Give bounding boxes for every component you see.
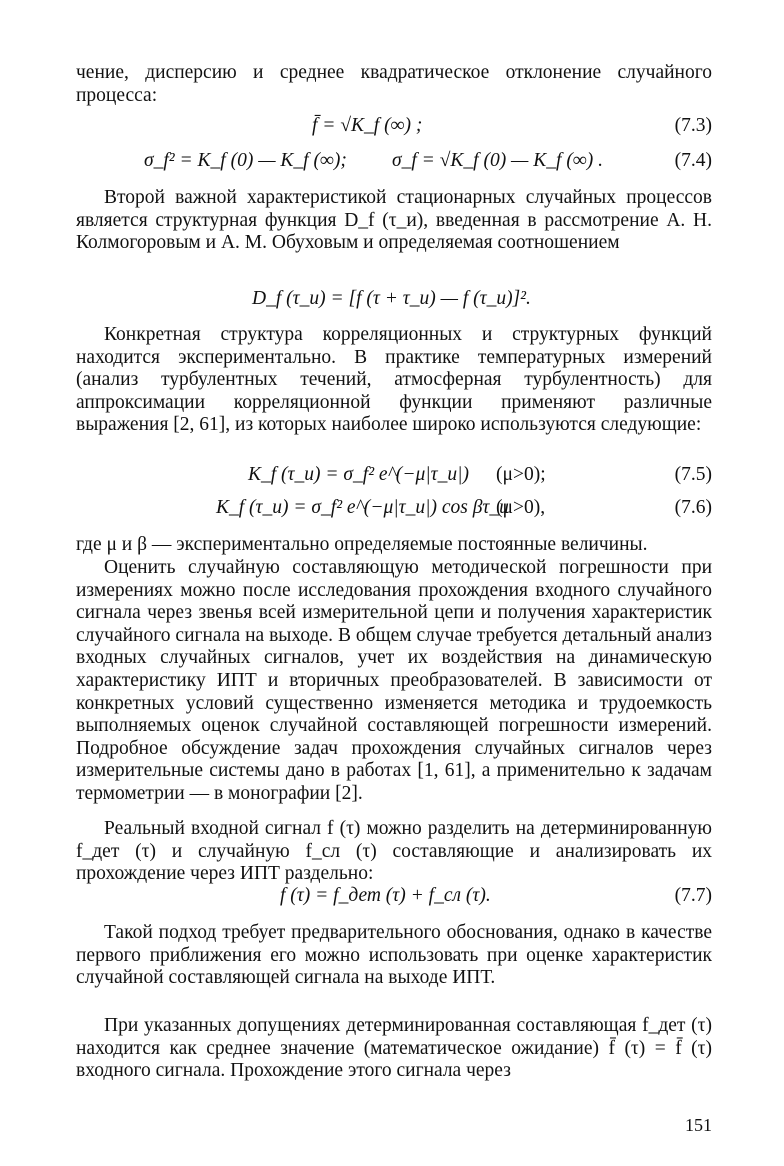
equation-7-6 xyxy=(76,494,712,522)
page-number: 151 xyxy=(685,1115,712,1135)
paragraph-5: Оценить случайную составляющую методической погрешности при измерениях можно после исследования прохождения входного случайного сигнала через звенья всей измерительной цепи и получения характеристик случайного сигнала на выходе. В общем случае требуется детальный анализ входных случайных сигналов, учет их воздействия на динамическую характеристику ИПТ и вторичных преобразователей. В зависимости от конкретных условий существенно изменяется методика и трудоемкость выполняемых оценок случайной составляющей погрешности измерений. Подробное обсуждение задач прохождения случайных сигналов через измерительные системы дано в работах [1, 61], а применительно к задачам термометрии — в монографии [2]. xyxy=(76,557,712,804)
equation-7-3-formula: f̄ = √K_f (∞) ; xyxy=(312,115,423,136)
equation-7-6-formula: K_f (τ_и) = σ_f² e^(−μ|τ_и|) cos βτ_и xyxy=(216,497,509,518)
equation-7-5-condition: (μ>0); xyxy=(496,464,546,485)
paragraph-1: чение, дисперсию и среднее квадратическое отклонение случайного процесса: xyxy=(76,62,712,106)
equation-7-3-number: (7.3) xyxy=(674,115,712,136)
paragraph-7: Такой подход требует предварительного обоснования, однако в качестве первого приближения его можно использовать при оценке характеристик случайной составляющей сигнала на выходе ИПТ. xyxy=(76,922,712,989)
paragraph-8: При указанных допущениях детерминированная составляющая f_дет (τ) находится как среднее значение (математическое ожидание) f̄ (τ) = f̄ (τ) входного сигнала. Прохождение этого сигнала через xyxy=(76,1015,712,1082)
equation-7-4-number: (7.4) xyxy=(674,150,712,171)
paragraph-2: Второй важной характеристикой стационарных случайных процессов является структурная функция D_f (τ_и), введенная в рассмотрение А. Н. Колмогоровым и А. М. Обуховым и определяемая соотношением xyxy=(76,187,712,254)
paragraph-4: где μ и β — экспериментально определяемые постоянные величины. xyxy=(76,534,648,555)
paragraph-6: Реальный входной сигнал f (τ) можно разделить на детерминированную f_дет (τ) и случайную f_сл (τ) составляющие и анализировать их прохождение через ИПТ раздельно: xyxy=(76,818,712,885)
equation-7-4-formula-b: σ_f = √K_f (0) — K_f (∞) . xyxy=(392,150,603,171)
equation-7-7 xyxy=(76,882,712,910)
equation-7-4-formula-a: σ_f² = K_f (0) — K_f (∞); xyxy=(144,150,347,171)
equation-7-6-condition: (μ>0), xyxy=(496,497,546,518)
equation-7-5-formula: K_f (τ_и) = σ_f² e^(−μ|τ_и|) xyxy=(248,464,469,485)
structure-function-formula: D_f (τ_и) = [f (τ + τ_и) — f (τ_и)]². xyxy=(252,288,531,309)
equation-7-7-number: (7.7) xyxy=(674,885,712,906)
paragraph-3: Конкретная структура корреляционных и структурных функций находится экспериментально. В практике температурных измерений (анализ турбулентных течений, атмосферная турбулентность) для аппроксимации корреляционной функции применяют различные выражения [2, 61], из которых наиболее широко используются следующие: xyxy=(76,324,712,436)
equation-7-4 xyxy=(76,147,712,175)
equation-7-6-number: (7.6) xyxy=(674,497,712,518)
equation-7-3 xyxy=(76,112,712,140)
equation-structure-function xyxy=(76,285,712,313)
equation-7-5-number: (7.5) xyxy=(674,464,712,485)
equation-7-5 xyxy=(76,461,712,489)
equation-7-7-formula: f (τ) = f_дет (τ) + f_сл (τ). xyxy=(280,885,491,906)
